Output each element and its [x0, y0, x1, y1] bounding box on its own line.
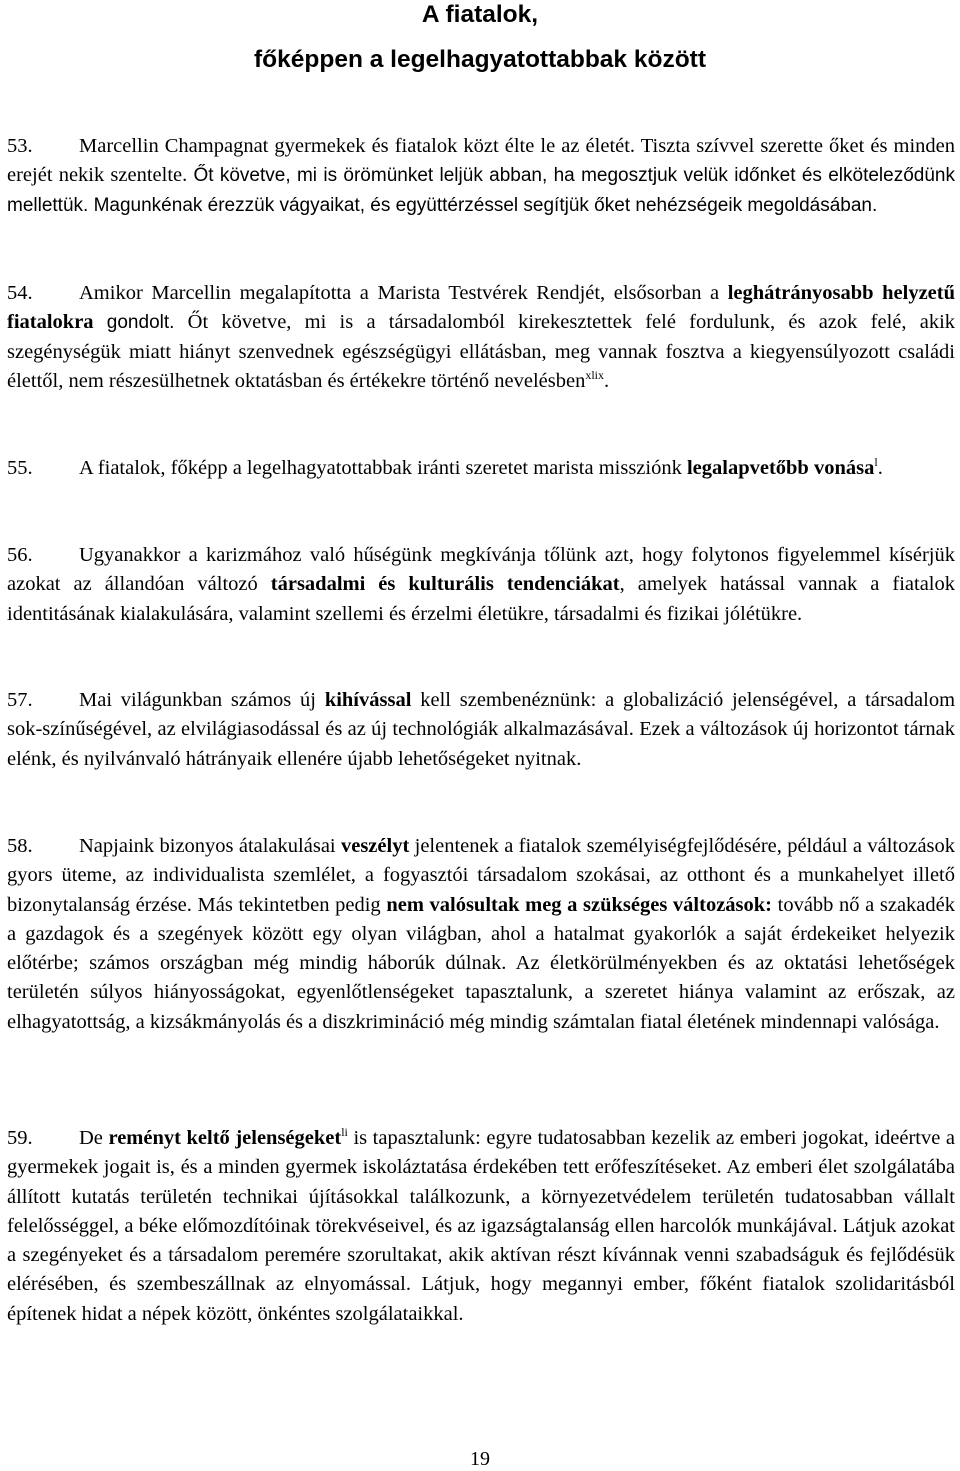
- paragraph-text: kell szembenéznünk: a globalizáció jelenségével, a társadalom sok-színűségével, az elvilágiasodással és az új technológiák alkalmazásával. Ezek a változások új horizontot tárnak elénk, és nyilvánvaló hátrányaik ellenére újabb lehetőségeket nyitnak.: [7, 689, 956, 770]
- emphasized-text: kihívással: [324, 689, 412, 711]
- page-number: 19: [470, 1448, 490, 1470]
- paragraph-text: Napjaink bizonyos átalakulásai: [79, 835, 336, 857]
- paragraph-number: 58.: [7, 835, 33, 857]
- paragraph-55: [7, 454, 955, 483]
- paragraph-text: Őt követve, mi is örömünket leljük abban, ha megosztjuk velük időnket és elköteleződünk mellettük. Magunkénak érezzük vágyaikat, és együttérzéssel segítjük őket nehézségeik megoldásában.: [7, 165, 955, 216]
- footnote-marker: xlix: [585, 367, 604, 382]
- paragraph-56: [7, 541, 955, 629]
- paragraph-text: A fiatalok, főképp a legelhagyatottabbak iránti szeretet marista missziónk: [79, 457, 682, 479]
- paragraph-number: 59.: [7, 1127, 33, 1149]
- paragraph-53: [7, 132, 955, 220]
- paragraph-number: 55.: [7, 457, 33, 479]
- emphasized-text: nem valósultak meg a szükséges változások:: [386, 893, 773, 916]
- paragraph-text: Amikor Marcellin megalapította a Marista Testvérek Rendjét, elsősorban a: [79, 282, 720, 304]
- paragraph-text: Őt követve, mi is a társadalomból kirekesztettek felé fordulunk, és azok felé, akik szegénységük miatt hiányt szenvednek egészségügyi ellátásban, meg vannak fosztva a kiegyensúlyozott családi élettől, nem részesülhetnek oktatásban és értékekre történő nevelésben: [7, 311, 956, 392]
- emphasized-text: veszélyt: [340, 835, 410, 857]
- paragraph-59: [7, 1124, 955, 1329]
- emphasized-text: legalapvetőbb vonása: [686, 457, 875, 479]
- chapter-title-line-1: A fiatalok,: [421, 1, 539, 28]
- emphasized-text: reményt keltő jelenségeket: [108, 1127, 342, 1149]
- paragraph-number: 57.: [7, 689, 33, 711]
- paragraph-text: Marcellin Champagnat gyermekek és fiatalok közt élte le az életét. Tiszta szívvel szerette őket és minden erejét nekik szentelte.: [7, 135, 955, 187]
- paragraph-text: De: [79, 1127, 103, 1149]
- paragraph-text: Mai világunkban számos új: [79, 689, 317, 711]
- paragraph-text: .: [877, 457, 883, 479]
- paragraph-number: 53.: [7, 135, 33, 157]
- paragraph-text: tovább nő a szakadék a gazdagok és a szegények között egy olyan világban, ahol a hatalmat gyakorlók a saját érdekeiket helyezik előtérbe; számos országban még mindig háborúk dúlnak. Az életkörülményekben és az oktatási lehetőségek területén súlyos hiányosságokat, egyenlőtlenségeket tapasztalunk, a szeretet hiánya valamint az erőszak, az elhagyatottság, a kizsákmányolás és a diszkrimináció még mindig számtalan fiatal életének mindennapi valósága.: [7, 893, 956, 1033]
- paragraph-number: 56.: [7, 544, 33, 566]
- chapter-title-line-2: főképpen a legelhagyatottabbak között: [254, 46, 706, 73]
- paragraph-text: is tapasztalunk: egyre tudatosabban kezelik az emberi jogokat, ideértve a gyermekek jogait is, és a minden gyermek iskoláztatása érdekében tett erőfeszítéseket. Az emberi élet szolgálatába állított kutatás területén technikai újításokkal találkozunk, a környezetvédelem területén tudatosabban vállalt felelősséggel, a béke előmozdítóinak törekvéseivel, és az igazságtalanság ellen harcolók munkájával. Látjuk azokat a szegényeket és a társadalom peremére szorultakat, akik aktívan részt kívánnak venni szabadságuk és fejlődésük elérésében, és szembeszállnak az elnyomással. Látjuk, hogy megannyi ember, főként fiatalok szolidaritásból építenek hidat a népek között, önkéntes szolgálataikkal.: [7, 1127, 955, 1325]
- emphasized-text: leghátrányosabb helyzetű fiatalokra: [7, 282, 955, 334]
- paragraph-text: , amelyek hatással vannak a fiatalok identitásának kialakulására, valamint szellemi és érzelmi életükre, társadalmi és fizikai jólétükre.: [7, 573, 956, 625]
- paragraph-text: gondolt.: [106, 312, 175, 334]
- emphasized-text: társadalmi és kulturális tendenciákat: [270, 573, 620, 596]
- paragraph-text: jelentenek a fiatalok személyiségfejlődésére, például a változások gyors üteme, az individualista szemlélet, a fogyasztói társadalom szokásai, az otthont és a munkahelyet illető bizonytalanság érzése. Más tekintetben pedig: [7, 835, 956, 916]
- paragraph-54: [7, 279, 955, 396]
- paragraph-number: 54.: [7, 282, 33, 304]
- footnote-marker: li: [341, 1125, 348, 1139]
- paragraph-text: Ugyanakkor a karizmához való hűségünk megkívánja tőlünk azt, hogy folytonos figyelemmel kísérjük azokat az állandóan változó: [7, 544, 955, 596]
- paragraph-57: [7, 686, 955, 774]
- footnote-marker: l: [874, 455, 878, 469]
- paragraph-text: .: [604, 369, 610, 392]
- paragraph-58: [7, 832, 955, 1037]
